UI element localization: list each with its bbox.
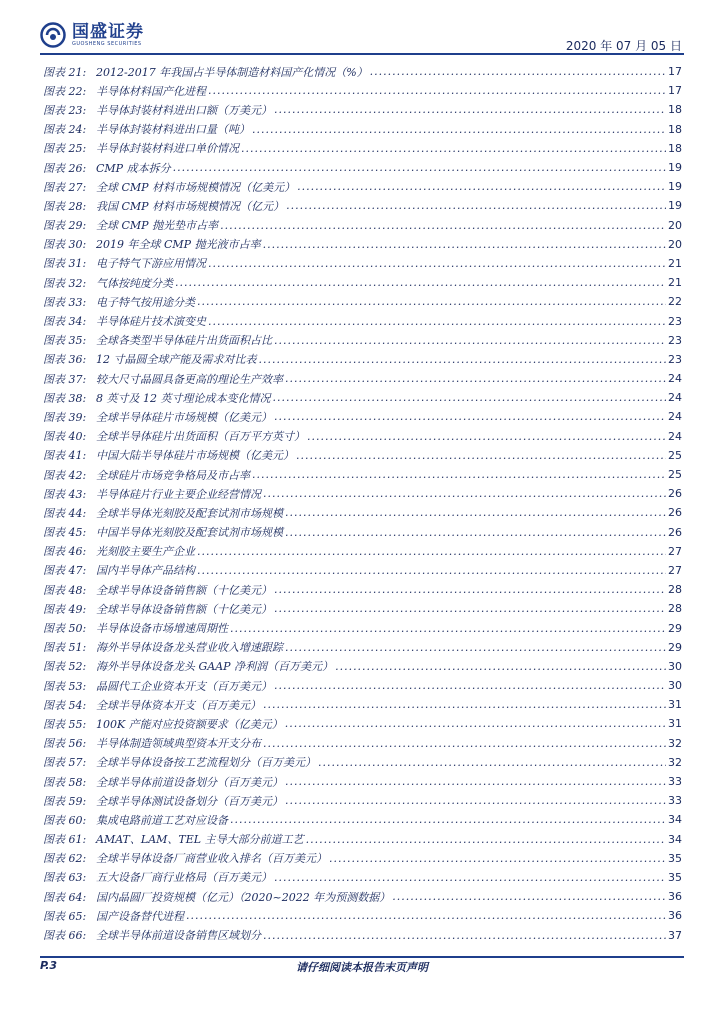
dot-leader (272, 391, 666, 404)
figure-label: 图表 22: (43, 84, 87, 98)
toc-entry[interactable] (43, 273, 682, 292)
figure-title: 海外半导体设备龙头营业收入增速跟踪 (96, 641, 283, 655)
figure-page-number: 20 (668, 237, 682, 251)
dot-leader (263, 487, 666, 500)
figure-label: 图表 48: (43, 583, 87, 597)
figure-page-number: 26 (668, 525, 682, 539)
figure-title: 中国半导体光刻胶及配套试剂市场规模 (96, 526, 283, 540)
figure-label: 图表 24: (43, 123, 87, 137)
toc-entry[interactable] (43, 235, 682, 254)
figure-title: 晶圆代工企业资本开支（百万美元） (96, 679, 272, 693)
toc-entry[interactable] (43, 753, 682, 772)
dot-leader (296, 449, 666, 462)
figure-page-number: 19 (668, 180, 682, 194)
figure-label: 图表 34: (43, 315, 87, 329)
figure-page-number: 23 (668, 314, 682, 328)
figure-title: 半导体制造领域典型资本开支分布 (96, 737, 261, 751)
figure-page-number: 36 (668, 909, 682, 923)
figure-title: AMAT、LAM、TEL 主导大部分前道工艺 (96, 833, 304, 847)
figure-page-number: 25 (668, 468, 682, 482)
figure-page-number: 26 (668, 506, 682, 520)
toc-entry[interactable] (43, 503, 682, 522)
figure-page-number: 24 (668, 429, 682, 443)
toc-entry[interactable] (43, 906, 682, 925)
figure-label: 图表 36: (43, 353, 87, 367)
toc-entry[interactable] (43, 254, 682, 273)
toc-entry[interactable] (43, 158, 682, 177)
figure-title: 半导体硅片行业主要企业经营情况 (96, 487, 261, 501)
figure-title: 全球硅片市场竞争格局及市占率 (96, 468, 250, 482)
figure-page-number: 35 (668, 851, 682, 865)
dot-leader (173, 161, 666, 174)
dot-leader (259, 353, 667, 366)
toc-entry[interactable] (43, 292, 682, 311)
toc-entry[interactable] (43, 407, 682, 426)
toc-entry[interactable] (43, 868, 682, 887)
figure-title: 100K 产能对应投资额要求（亿美元） (96, 717, 283, 731)
figure-title: 半导体硅片技术演变史 (96, 315, 206, 329)
dot-leader (241, 142, 666, 155)
figure-title: 全球半导体前道设备划分（百万美元） (96, 775, 283, 789)
report-date: 2020 年 07 月 05 日 (565, 39, 682, 53)
figure-label: 图表 50: (43, 622, 87, 636)
figure-label: 图表 37: (43, 372, 87, 386)
dot-leader (252, 123, 666, 136)
figure-title: 半导体封装材料进口单价情况 (96, 142, 239, 156)
toc-entry[interactable] (43, 484, 682, 503)
toc-entry[interactable] (43, 523, 682, 542)
figure-page-number: 20 (668, 218, 682, 232)
figure-label: 图表 54: (43, 698, 87, 712)
figure-label: 图表 66: (43, 929, 87, 943)
figure-title: 五大设备厂商行业格局（百万美元） (96, 871, 272, 885)
dot-leader (263, 238, 666, 251)
figure-label: 图表 31: (43, 257, 87, 271)
figure-label: 图表 38: (43, 391, 87, 405)
figure-label: 图表 44: (43, 506, 87, 520)
figure-page-number: 21 (668, 276, 682, 290)
figure-page-number: 35 (668, 870, 682, 884)
figure-label: 图表 57: (43, 756, 87, 770)
figure-title: 全球 CMP 抛光垫市占率 (96, 219, 219, 233)
figure-page-number: 21 (668, 256, 682, 270)
figure-title: 全球半导体硅片出货面积（百万平方英寸） (96, 430, 305, 444)
figure-label: 图表 62: (43, 852, 87, 866)
dot-leader (274, 410, 666, 423)
figure-label: 图表 46: (43, 545, 87, 559)
dot-leader (197, 295, 666, 308)
dot-leader (285, 717, 666, 730)
figure-title: 全球半导体硅片市场规模（亿美元） (96, 410, 272, 424)
dot-leader (274, 602, 666, 615)
figure-page-number: 24 (668, 391, 682, 405)
figure-title: 半导体材料国产化进程 (96, 84, 206, 98)
toc-entry[interactable] (43, 830, 682, 849)
toc-entry[interactable] (43, 561, 682, 580)
dot-leader (263, 698, 666, 711)
dot-leader (297, 180, 666, 193)
figure-label: 图表 65: (43, 909, 87, 923)
dot-leader (274, 871, 666, 884)
toc-entry[interactable] (43, 427, 682, 446)
figure-title: 全球半导体测试设备划分（百万美元） (96, 794, 283, 808)
figure-title: 电子特气按用途分类 (96, 295, 195, 309)
toc-entry[interactable] (43, 446, 682, 465)
dot-leader (230, 622, 666, 635)
page-header (0, 0, 724, 60)
figure-page-number: 18 (668, 141, 682, 155)
figure-title: 集成电路前道工艺对应设备 (96, 813, 228, 827)
figure-page-number: 22 (668, 295, 682, 309)
figure-page-number: 30 (668, 679, 682, 693)
toc-entry[interactable] (43, 772, 682, 791)
figure-page-number: 27 (668, 563, 682, 577)
figure-title: 全球半导体前道设备销售区域划分 (96, 929, 261, 943)
toc-entry[interactable] (43, 599, 682, 618)
figure-page-number: 23 (668, 352, 682, 366)
dot-leader (335, 660, 666, 673)
toc-entry[interactable] (43, 676, 682, 695)
figure-page-number: 33 (668, 775, 682, 789)
figure-label: 图表 40: (43, 430, 87, 444)
figure-title: 气体按纯度分类 (96, 276, 173, 290)
dot-leader (274, 679, 666, 692)
figure-label: 图表 55: (43, 717, 87, 731)
figure-title: 光刻胶主要生产企业 (96, 545, 195, 559)
figure-page-number: 18 (668, 122, 682, 136)
toc-entry[interactable] (43, 734, 682, 753)
dot-leader (370, 65, 666, 78)
figure-label: 图表 39: (43, 410, 87, 424)
dot-leader (285, 372, 666, 385)
figure-page-number: 19 (668, 199, 682, 213)
toc-entry[interactable] (43, 388, 682, 407)
figure-label: 图表 23: (43, 103, 87, 117)
figure-label: 图表 61: (43, 833, 87, 847)
toc-entry[interactable] (43, 849, 682, 868)
toc-entry[interactable] (43, 695, 682, 714)
dot-leader (220, 219, 666, 232)
figure-title: 国内晶圆厂投资规模（亿元）（2020~2022 年为预测数据） (96, 890, 391, 904)
figure-title: 国内半导体产品结构 (96, 564, 195, 578)
figure-label: 图表 28: (43, 199, 87, 213)
figure-label: 图表 35: (43, 334, 87, 348)
figure-page-number: 18 (668, 103, 682, 117)
figure-label: 图表 21: (43, 65, 87, 79)
toc-entry[interactable] (43, 618, 682, 637)
dot-leader (329, 852, 666, 865)
dot-leader (285, 794, 666, 807)
figure-title: 国产设备替代进程 (96, 909, 184, 923)
toc-entry[interactable] (43, 139, 682, 158)
dot-leader (186, 909, 666, 922)
figure-page-number: 25 (668, 448, 682, 462)
figure-page-number: 31 (668, 717, 682, 731)
figure-page-number: 17 (668, 84, 682, 98)
figure-title: 全球各类型半导体硅片出货面积占比 (96, 334, 272, 348)
figure-title: 半导体封装材料进出口量（吨） (96, 123, 250, 137)
dot-leader (252, 468, 666, 481)
page-number: P.3 (40, 959, 58, 972)
logo-name-cn: 国盛证券 (72, 21, 144, 42)
figure-title: 12 寸晶圆全球产能及需求对比表 (96, 353, 257, 367)
dot-leader (230, 813, 666, 826)
figure-page-number: 32 (668, 736, 682, 750)
figure-label: 图表 49: (43, 602, 87, 616)
dot-leader (306, 833, 666, 846)
figure-title: 全球半导体设备按工艺流程划分（百万美元） (96, 756, 316, 770)
toc-entry[interactable] (43, 657, 682, 676)
figure-label: 图表 42: (43, 468, 87, 482)
figure-title: 全球半导体光刻胶及配套试剂市场规模 (96, 506, 283, 520)
figure-title: 电子特气下游应用情况 (96, 257, 206, 271)
logo-name-en: GUOSHENG SECURITIES (72, 40, 142, 47)
header-divider (40, 53, 684, 55)
figure-label: 图表 30: (43, 238, 87, 252)
toc-entry[interactable] (43, 714, 682, 733)
toc-entry[interactable] (43, 350, 682, 369)
toc-entry[interactable] (43, 465, 682, 484)
figure-page-number: 24 (668, 410, 682, 424)
toc-entry[interactable] (43, 810, 682, 829)
figure-label: 图表 52: (43, 660, 87, 674)
toc-entry[interactable] (43, 887, 682, 906)
figure-page-number: 26 (668, 487, 682, 501)
figure-title: 半导体设备市场增速周期性 (96, 622, 228, 636)
dot-leader (197, 564, 666, 577)
toc-entry[interactable] (43, 120, 682, 139)
toc-entry[interactable] (43, 196, 682, 215)
toc-entry[interactable] (43, 925, 682, 944)
toc-entry[interactable] (43, 216, 682, 235)
figure-page-number: 28 (668, 602, 682, 616)
figure-label: 图表 53: (43, 679, 87, 693)
figure-page-number: 27 (668, 544, 682, 558)
dot-leader (263, 929, 666, 942)
figure-page-number: 33 (668, 794, 682, 808)
figure-label: 图表 27: (43, 180, 87, 194)
toc-entry[interactable] (43, 311, 682, 330)
figure-label: 图表 43: (43, 487, 87, 501)
dot-leader (263, 737, 666, 750)
figure-page-number: 34 (668, 813, 682, 827)
figure-label: 图表 64: (43, 890, 87, 904)
dot-leader (307, 430, 666, 443)
figure-page-number: 29 (668, 640, 682, 654)
figure-label: 图表 32: (43, 276, 87, 290)
dot-leader (175, 276, 666, 289)
figure-label: 图表 59: (43, 794, 87, 808)
figure-title: 2012-2017 年我国占半导体制造材料国产化情况（%） (96, 65, 368, 79)
figure-page-number: 32 (668, 755, 682, 769)
figure-title: CMP 成本拆分 (96, 161, 171, 175)
figure-label: 图表 60: (43, 813, 87, 827)
dot-leader (208, 84, 666, 97)
toc-entry[interactable] (43, 369, 682, 388)
logo-text (72, 23, 144, 48)
toc-entry[interactable] (43, 177, 682, 196)
dot-leader (286, 199, 666, 212)
toc-entry[interactable] (43, 62, 682, 81)
dot-leader (274, 103, 666, 116)
dot-leader (197, 545, 666, 558)
dot-leader (274, 583, 666, 596)
figure-page-number: 17 (668, 65, 682, 79)
dot-leader (318, 756, 666, 769)
footer-disclaimer: 请仔细阅读本报告末页声明 (296, 961, 428, 974)
figure-title: 我国 CMP 材料市场规模情况（亿元） (96, 199, 285, 213)
toc-entry[interactable] (43, 81, 682, 100)
figure-index-list (43, 62, 682, 945)
figure-title: 海外半导体设备龙头 GAAP 净利润（百万美元） (96, 660, 334, 674)
dot-leader (285, 506, 666, 519)
figure-title: 较大尺寸晶圆具备更高的理论生产效率 (96, 372, 283, 386)
figure-label: 图表 58: (43, 775, 87, 789)
figure-page-number: 23 (668, 333, 682, 347)
figure-page-number: 36 (668, 890, 682, 904)
figure-page-number: 37 (668, 928, 682, 942)
toc-entry[interactable] (43, 638, 682, 657)
figure-page-number: 30 (668, 659, 682, 673)
figure-label: 图表 51: (43, 641, 87, 655)
dot-leader (392, 890, 666, 903)
figure-title: 全球半导体设备销售额（十亿美元） (96, 602, 272, 616)
footer-divider (40, 956, 684, 958)
company-logo (40, 22, 144, 48)
toc-entry[interactable] (43, 542, 682, 561)
dot-leader (285, 526, 666, 539)
figure-label: 图表 47: (43, 564, 87, 578)
figure-page-number: 29 (668, 621, 682, 635)
figure-page-number: 31 (668, 698, 682, 712)
dot-leader (208, 257, 666, 270)
toc-entry[interactable] (43, 580, 682, 599)
figure-label: 图表 29: (43, 219, 87, 233)
figure-title: 中国大陆半导体硅片市场规模（亿美元） (96, 449, 294, 463)
dot-leader (274, 334, 666, 347)
dot-leader (208, 315, 666, 328)
toc-entry[interactable] (43, 100, 682, 119)
figure-page-number: 19 (668, 161, 682, 175)
figure-label: 图表 41: (43, 449, 87, 463)
figure-title: 2019 年全球 CMP 抛光液市占率 (96, 238, 261, 252)
dot-leader (285, 641, 666, 654)
figure-page-number: 28 (668, 583, 682, 597)
figure-title: 全球半导体设备厂商营业收入排名（百万美元） (96, 852, 327, 866)
guosheng-logo-icon (40, 22, 66, 48)
figure-title: 半导体封装材料进出口额（万美元） (96, 103, 272, 117)
toc-entry[interactable] (43, 791, 682, 810)
figure-label: 图表 63: (43, 871, 87, 885)
toc-entry[interactable] (43, 331, 682, 350)
figure-title: 全球 CMP 材料市场规模情况（亿美元） (96, 180, 296, 194)
figure-title: 全球半导体资本开支（百万美元） (96, 698, 261, 712)
figure-page-number: 24 (668, 372, 682, 386)
figure-title: 8 英寸及 12 英寸理论成本变化情况 (96, 391, 271, 405)
dot-leader (285, 775, 666, 788)
figure-title: 全球半导体设备销售额（十亿美元） (96, 583, 272, 597)
figure-label: 图表 33: (43, 295, 87, 309)
figure-label: 图表 26: (43, 161, 87, 175)
figure-label: 图表 25: (43, 142, 87, 156)
figure-label: 图表 56: (43, 737, 87, 751)
figure-page-number: 34 (668, 832, 682, 846)
figure-label: 图表 45: (43, 526, 87, 540)
